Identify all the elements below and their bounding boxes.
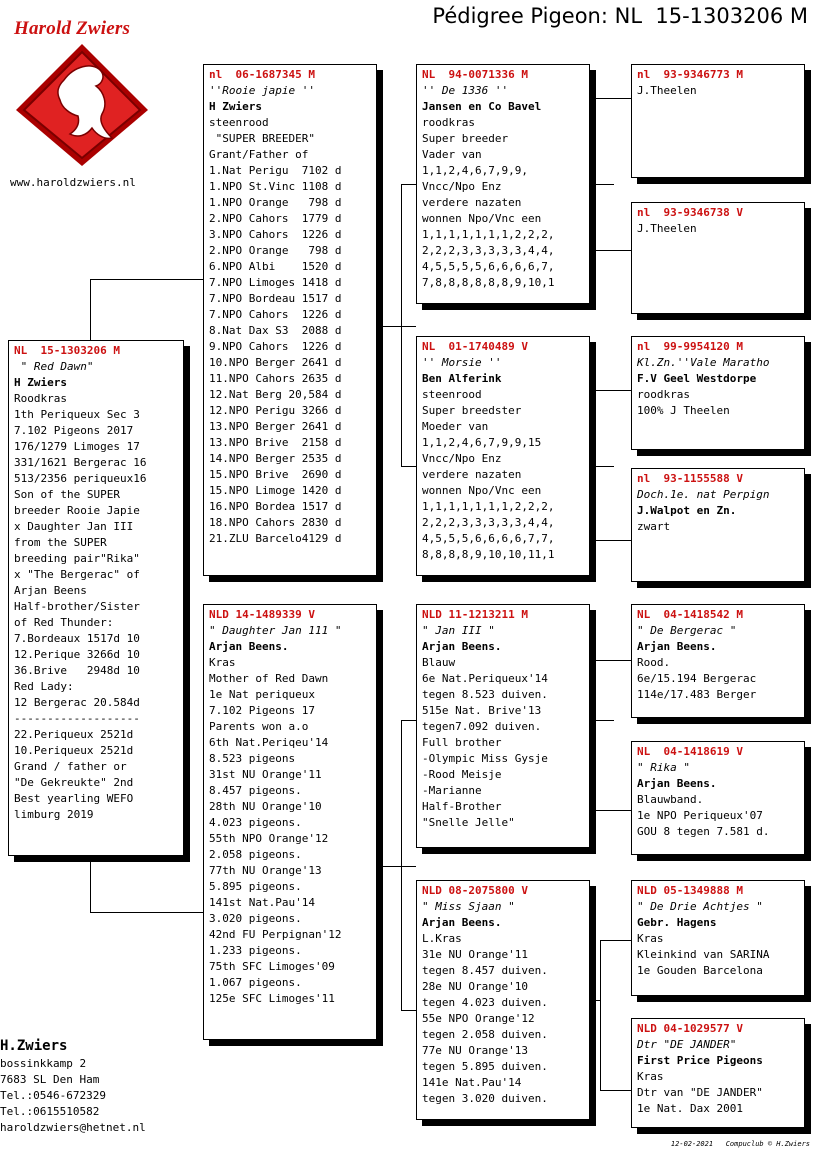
pigeon-card-ggf-4[interactable] [631, 880, 805, 996]
detail-line: Best yearling WEFO [14, 792, 134, 805]
detail-line: breeding pair"Rika" [14, 552, 140, 565]
detail-line: 2,2,2,3,3,3,3,3,4,4, [422, 516, 555, 529]
connector-line [600, 940, 631, 941]
detail-line: Full brother [422, 736, 502, 749]
detail-line: 12.NPO Perigu 3266 d [209, 404, 342, 417]
ring-number: NL 01-1740489 V [422, 340, 528, 353]
detail-line: 10.Periqueux 2521d [14, 744, 134, 757]
detail-line: J.Theelen [637, 84, 697, 97]
detail-line: "SUPER BREEDER" [209, 132, 315, 145]
pigeon-name: ''Rooie japie '' [209, 84, 315, 97]
detail-line: Kras [637, 1070, 664, 1083]
detail-line: Half-brother/Sister [14, 600, 140, 613]
connector-line [590, 98, 631, 99]
detail-line: Blauwband. [637, 793, 704, 806]
ring-number: NL 15-1303206 M [14, 344, 120, 357]
detail-line: 1e Nat periqueux [209, 688, 315, 701]
detail-line: 1.067 pigeons. [209, 976, 302, 989]
detail-line: 1,1,1,1,1,1,1,2,2,2, [422, 228, 555, 241]
detail-line: 12 Bergerac 20.584d [14, 696, 140, 709]
detail-line: 7.Bordeaux 1517d 10 [14, 632, 140, 645]
ring-number: nl 93-9346773 M [637, 68, 743, 81]
detail-line: 1,1,2,4,6,7,9,9, [422, 164, 528, 177]
connector-line [401, 466, 416, 467]
detail-line: haroldzwiers@hetnet.nl [0, 1121, 146, 1134]
contact-name: H.Zwiers [0, 1038, 68, 1054]
detail-line: 8,8,8,8,9,10,10,11,1 [422, 548, 555, 561]
detail-line: 1e NPO Periqueux'07 [637, 809, 763, 822]
pigeon-details [209, 655, 371, 1007]
detail-line: 1.Nat Perigu 7102 d [209, 164, 342, 177]
pigeon-card-ggm-1[interactable] [631, 202, 805, 314]
detail-line: "Snelle Jelle" [422, 816, 515, 829]
detail-line: 77e NU Orange'13 [422, 1044, 528, 1057]
detail-line: 31st NU Orange'11 [209, 768, 322, 781]
detail-line: 7683 SL Den Ham [0, 1073, 100, 1086]
detail-line: Rood. [637, 656, 671, 669]
connector-line [401, 720, 416, 721]
detail-line: limburg 2019 [14, 808, 94, 821]
pigeon-details [637, 1069, 799, 1117]
owner-name: Jansen en Co Bavel [422, 100, 542, 113]
detail-line: zwart [637, 520, 671, 533]
pigeon-details [422, 387, 584, 563]
detail-line: 13.NPO Brive 2158 d [209, 436, 342, 449]
detail-line: 513/2356 periqueux16 [14, 472, 147, 485]
detail-line: 55th NPO Orange'12 [209, 832, 329, 845]
detail-line: GOU 8 tegen 7.581 d. [637, 825, 770, 838]
pigeon-card-grandmother-paternal[interactable] [416, 336, 590, 576]
pigeon-card-ggf-3[interactable] [631, 604, 805, 718]
detail-line: 6.NPO Albi 1520 d [209, 260, 342, 273]
pigeon-name: " De Drie Achtjes " [637, 900, 763, 913]
pigeon-details [637, 792, 799, 840]
ring-number: NL 04-1418619 V [637, 745, 743, 758]
detail-line: 3.020 pigeons. [209, 912, 302, 925]
detail-line: tegen 3.020 duiven. [422, 1092, 548, 1105]
detail-line: Parents won a.o [209, 720, 309, 733]
pigeon-name: '' Morsie '' [422, 356, 502, 369]
connector-line [590, 660, 631, 661]
contact-block [0, 1036, 146, 1136]
pigeon-details [637, 387, 799, 419]
detail-line: Dtr van "DE JANDER" [637, 1086, 763, 1099]
connector-line [376, 326, 416, 327]
pigeon-details [422, 655, 584, 831]
detail-line: L.Kras [422, 932, 462, 945]
connector-line [600, 1090, 631, 1091]
owner-name: J.Walpot en Zn. [637, 504, 737, 517]
detail-line: Red Lady: [14, 680, 74, 693]
owner-name: H Zwiers [14, 376, 67, 389]
detail-line: 22.Periqueux 2521d [14, 728, 134, 741]
pigeon-card-subject[interactable] [8, 340, 184, 856]
detail-line: x Daughter Jan III [14, 520, 134, 533]
pigeon-name: '' De 1336 '' [422, 84, 509, 97]
detail-line: 12.Perique 3266d 10 [14, 648, 140, 661]
ring-number: NLD 11-1213211 M [422, 608, 528, 621]
detail-line: 100% J Theelen [637, 404, 730, 417]
connector-line [401, 184, 416, 185]
pigeon-card-grandmother-maternal[interactable] [416, 880, 590, 1120]
logo-shield-icon [12, 40, 152, 174]
connector-line [590, 390, 591, 540]
ring-number: NL 04-1418542 M [637, 608, 743, 621]
detail-line: Arjan Beens [14, 584, 87, 597]
detail-line: Half-Brother [422, 800, 502, 813]
detail-line: 6th Nat.Periqeu'14 [209, 736, 329, 749]
connector-line [590, 540, 631, 541]
ring-number: nl 93-9346738 V [637, 206, 743, 219]
detail-line: 125e SFC Limoges'11 [209, 992, 335, 1005]
detail-line: Super breeder [422, 132, 509, 145]
detail-line: Grant/Father of [209, 148, 309, 161]
pigeon-name: " Miss Sjaan " [422, 900, 515, 913]
website-link[interactable]: www.haroldzwiers.nl [10, 176, 136, 189]
detail-line: 14.NPO Berger 2535 d [209, 452, 342, 465]
connector-line [590, 810, 631, 811]
detail-line: 1.NPO St.Vinc 1108 d [209, 180, 342, 193]
pigeon-name: " Daughter Jan 111 " [209, 624, 342, 637]
detail-line: Grand / father or [14, 760, 127, 773]
pigeon-name: Doch.1e. nat Perpign [637, 488, 770, 501]
detail-line: 6e/15.194 Bergerac [637, 672, 757, 685]
pigeon-name: " Red Dawn" [14, 360, 94, 373]
connector-line [590, 184, 614, 185]
pigeon-details [637, 931, 799, 979]
owner-name: H Zwiers [209, 100, 262, 113]
detail-line: steenrood [209, 116, 269, 129]
detail-line: 11.NPO Cahors 2635 d [209, 372, 342, 385]
ring-number: NLD 04-1029577 V [637, 1022, 743, 1035]
detail-line: Kras [209, 656, 236, 669]
detail-line: 331/1621 Bergerac 16 [14, 456, 147, 469]
detail-line: wonnen Npo/Vnc een [422, 484, 542, 497]
detail-line: roodkras [637, 388, 690, 401]
pigeon-name: " De Bergerac " [637, 624, 737, 637]
contact-details [0, 1056, 146, 1136]
detail-line: wonnen Npo/Vnc een [422, 212, 542, 225]
connector-line [90, 279, 204, 280]
pigeon-details [422, 931, 584, 1107]
detail-line: -Marianne [422, 784, 482, 797]
pigeon-details [14, 391, 178, 823]
detail-line: Vncc/Npo Enz [422, 452, 502, 465]
detail-line: 13.NPO Berger 2641 d [209, 420, 342, 433]
detail-line: 16.NPO Bordea 1517 d [209, 500, 342, 513]
detail-line: 15.NPO Limoge 1420 d [209, 484, 342, 497]
detail-line: Roodkras [14, 392, 67, 405]
pigeon-name: Kl.Zn.''Vale Maratho [637, 356, 770, 369]
ring-number: nl 93-1155588 V [637, 472, 743, 485]
pigeon-card-ggm-4[interactable] [631, 1018, 805, 1128]
ring-number: NL 94-0071336 M [422, 68, 528, 81]
detail-line: 9.NPO Cahors 1226 d [209, 340, 342, 353]
detail-line: tegen 4.023 duiven. [422, 996, 548, 1009]
owner-name: Arjan Beens. [637, 640, 717, 653]
detail-line: Super breedster [422, 404, 522, 417]
detail-line: 28e NU Orange'10 [422, 980, 528, 993]
detail-line: 31e NU Orange'11 [422, 948, 528, 961]
connector-line [401, 1010, 416, 1011]
ring-number: NLD 08-2075800 V [422, 884, 528, 897]
detail-line: Vncc/Npo Enz [422, 180, 502, 193]
detail-line: 114e/17.483 Berger [637, 688, 757, 701]
pigeon-card-ggm-2[interactable] [631, 468, 805, 582]
pigeon-details [209, 115, 371, 547]
owner-name: Gebr. Hagens [637, 916, 717, 929]
detail-line: -Rood Meisje [422, 768, 502, 781]
pigeon-card-ggm-3[interactable] [631, 741, 805, 855]
detail-line: tegen 8.523 duiven. [422, 688, 548, 701]
detail-line: Vader van [422, 148, 482, 161]
detail-line: Moeder van [422, 420, 489, 433]
detail-line: tegen 8.457 duiven. [422, 964, 548, 977]
connector-line [90, 857, 91, 912]
detail-line: 7,8,8,8,8,8,8,9,10,1 [422, 276, 555, 289]
connector-line [590, 98, 591, 250]
detail-line: of Red Thunder: [14, 616, 114, 629]
detail-line: 7.NPO Bordeau 1517 d [209, 292, 342, 305]
detail-line: 2.NPO Orange 798 d [209, 244, 342, 257]
pigeon-details [422, 115, 584, 291]
detail-line: Kleinkind van SARINA [637, 948, 770, 961]
detail-line: steenrood [422, 388, 482, 401]
pigeon-name: " Jan III " [422, 624, 495, 637]
detail-line: 7.NPO Limoges 1418 d [209, 276, 342, 289]
detail-line: 1.233 pigeons. [209, 944, 302, 957]
owner-name: First Price Pigeons [637, 1054, 763, 1067]
owner-name: Arjan Beens. [422, 916, 502, 929]
pigeon-name: Dtr "DE JANDER" [637, 1038, 737, 1051]
connector-line [590, 466, 614, 467]
detail-line: 10.NPO Berger 2641 d [209, 356, 342, 369]
detail-line: 3.NPO Cahors 1226 d [209, 228, 342, 241]
detail-line: 8.Nat Dax S3 2088 d [209, 324, 342, 337]
detail-line: Mother of Red Dawn [209, 672, 329, 685]
pigeon-card-ggf-1[interactable] [631, 64, 805, 178]
detail-line: 8.523 pigeons [209, 752, 296, 765]
detail-line: ------------------- [14, 712, 140, 725]
owner-name: Arjan Beens. [422, 640, 502, 653]
owner-name: F.V Geel Westdorpe [637, 372, 757, 385]
detail-line: J.Theelen [637, 222, 697, 235]
owner-name: Ben Alferink [422, 372, 502, 385]
connector-line [90, 279, 91, 341]
detail-line: bossinkkamp 2 [0, 1057, 87, 1070]
connector-line [590, 1000, 600, 1001]
connector-line [600, 940, 601, 1090]
detail-line: 28th NU Orange'10 [209, 800, 322, 813]
ring-number: NLD 14-1489339 V [209, 608, 315, 621]
detail-line: 1,1,1,1,1,1,1,2,2,2, [422, 500, 555, 513]
pigeon-details [637, 221, 799, 237]
detail-line: 176/1279 Limoges 17 [14, 440, 140, 453]
connector-line [401, 720, 402, 1010]
detail-line: 2,2,2,3,3,3,3,3,4,4, [422, 244, 555, 257]
connector-line [376, 866, 416, 867]
detail-line: 1.NPO Orange 798 d [209, 196, 342, 209]
connector-line [590, 660, 591, 810]
detail-line: 1th Periqueux Sec 3 [14, 408, 140, 421]
detail-line: tegen 2.058 duiven. [422, 1028, 548, 1041]
pigeon-card-ggf-2[interactable] [631, 336, 805, 450]
logo-text: Harold Zwiers [14, 18, 131, 39]
footer-text: 12-02-2021 Compuclub © H.Zwiers [670, 1140, 810, 1148]
detail-line: 7.NPO Cahors 1226 d [209, 308, 342, 321]
detail-line: Son of the SUPER [14, 488, 120, 501]
detail-line: from the SUPER [14, 536, 107, 549]
detail-line: 15.NPO Brive 2690 d [209, 468, 342, 481]
detail-line: roodkras [422, 116, 475, 129]
owner-name: Arjan Beens. [637, 777, 717, 790]
ring-number: nl 06-1687345 M [209, 68, 315, 81]
detail-line: 1e Gouden Barcelona [637, 964, 763, 977]
detail-line: "De Gekreukte" 2nd [14, 776, 134, 789]
detail-line: tegen 5.895 duiven. [422, 1060, 548, 1073]
detail-line: 4.023 pigeons. [209, 816, 302, 829]
page-title: Pédigree Pigeon: NL 15-1303206 M [432, 4, 808, 28]
detail-line: 5.895 pigeons. [209, 880, 302, 893]
detail-line: 55e NPO Orange'12 [422, 1012, 535, 1025]
detail-line: x "The Bergerac" of [14, 568, 140, 581]
detail-line: tegen7.092 duiven. [422, 720, 542, 733]
detail-line: 2.058 pigeons. [209, 848, 302, 861]
detail-line: 2.NPO Cahors 1779 d [209, 212, 342, 225]
pigeon-name: " Rika " [637, 761, 690, 774]
detail-line: Tel.:0615510582 [0, 1105, 100, 1118]
detail-line: 515e Nat. Brive'13 [422, 704, 542, 717]
detail-line: Blauw [422, 656, 456, 669]
detail-line: 141e Nat.Pau'14 [422, 1076, 522, 1089]
detail-line: 7.102 Pigeons 17 [209, 704, 315, 717]
ring-number: NLD 05-1349888 M [637, 884, 743, 897]
connector-line [590, 390, 631, 391]
detail-line: 1e Nat. Dax 2001 [637, 1102, 743, 1115]
connector-line [90, 912, 204, 913]
detail-line: 7.102 Pigeons 2017 [14, 424, 134, 437]
pigeon-details [637, 655, 799, 703]
detail-line: breeder Rooie Japie [14, 504, 140, 517]
detail-line: 12.Nat Berg 20,584 d [209, 388, 342, 401]
pigeon-card-father[interactable] [203, 64, 377, 576]
detail-line: 75th SFC Limoges'09 [209, 960, 335, 973]
connector-line [401, 184, 402, 466]
detail-line: verdere nazaten [422, 468, 522, 481]
connector-line [590, 720, 614, 721]
detail-line: 36.Brive 2948d 10 [14, 664, 140, 677]
pigeon-details [637, 83, 799, 99]
detail-line: 4,5,5,5,6,6,6,6,7,7, [422, 532, 555, 545]
pigeon-card-grandfather-maternal[interactable] [416, 604, 590, 848]
detail-line: 18.NPO Cahors 2830 d [209, 516, 342, 529]
connector-line [590, 250, 631, 251]
pigeon-card-mother[interactable] [203, 604, 377, 1040]
detail-line: 4,5,5,5,5,6,6,6,6,7, [422, 260, 555, 273]
detail-line: 77th NU Orange'13 [209, 864, 322, 877]
detail-line: Kras [637, 932, 664, 945]
detail-line: 8.457 pigeons. [209, 784, 302, 797]
ring-number: nl 99-9954120 M [637, 340, 743, 353]
detail-line: 1,1,2,4,6,7,9,9,15 [422, 436, 542, 449]
detail-line: 6e Nat.Periqueux'14 [422, 672, 548, 685]
detail-line: Tel.:0546-672329 [0, 1089, 106, 1102]
detail-line: 42nd FU Perpignan'12 [209, 928, 342, 941]
detail-line: 21.ZLU Barcelo4129 d [209, 532, 342, 545]
detail-line: 141st Nat.Pau'14 [209, 896, 315, 909]
detail-line: -Olympic Miss Gysje [422, 752, 548, 765]
owner-name: Arjan Beens. [209, 640, 289, 653]
pigeon-card-grandfather-paternal[interactable] [416, 64, 590, 304]
pigeon-details [637, 519, 799, 535]
detail-line: verdere nazaten [422, 196, 522, 209]
